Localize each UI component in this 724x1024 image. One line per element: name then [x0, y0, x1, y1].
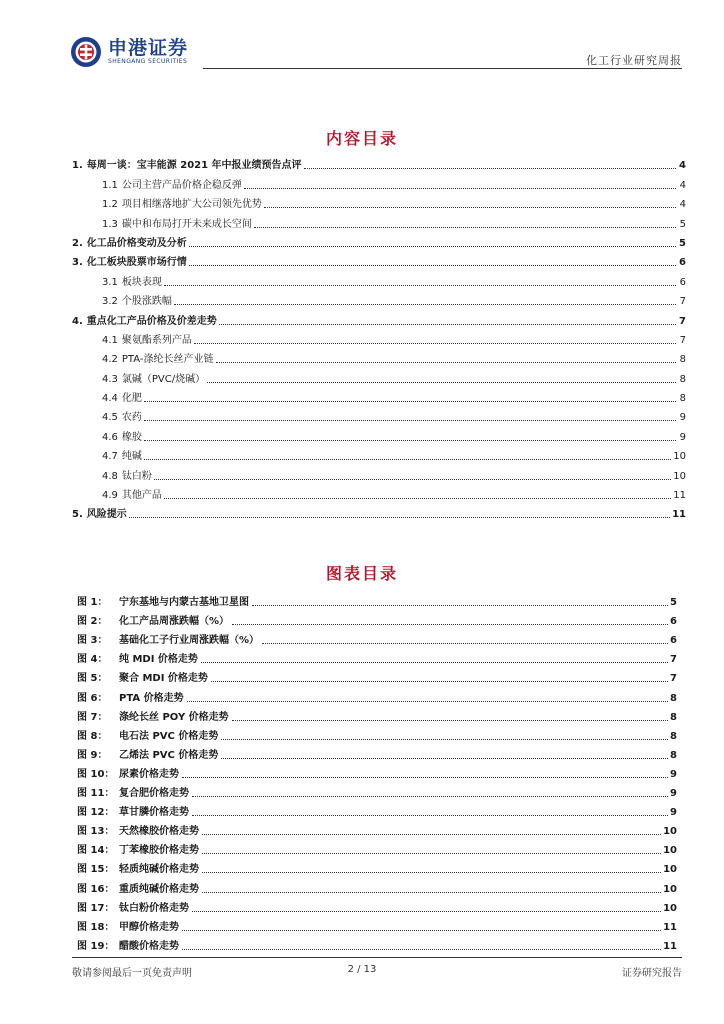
figure-entry[interactable] — [77, 685, 677, 704]
figure-entry[interactable] — [77, 800, 677, 819]
figure-leader-dots — [262, 642, 668, 644]
toc-entry-page: 9 — [679, 412, 686, 424]
figure-leader-dots — [187, 700, 668, 702]
toc-entry-label: 其他产品 — [121, 490, 162, 502]
figure-entry-number: 图 10： — [77, 768, 115, 780]
toc-entry-number: 5. — [72, 509, 83, 521]
figure-entry-label: PTA 价格走势 — [119, 692, 184, 704]
figure-leader-dots — [202, 852, 661, 854]
toc-entry-page: 8 — [679, 373, 686, 385]
figure-entry-label: 轻质纯碱价格走势 — [119, 864, 199, 876]
toc-entry[interactable] — [72, 347, 686, 366]
figure-entry-page: 6 — [670, 635, 677, 647]
toc-entry-label: 纯碱 — [121, 451, 142, 463]
figure-entry-page: 10 — [663, 845, 677, 857]
figure-entry-page: 7 — [670, 673, 677, 685]
toc-entry-page: 4 — [679, 160, 686, 172]
toc-entry-label: 重点化工产品价格及价差走势 — [86, 315, 217, 327]
toc-entry-page: 5 — [679, 218, 686, 230]
figure-leader-dots — [202, 833, 661, 835]
toc-entry-number: 1.3 — [102, 218, 118, 230]
toc-entry-label: 每周一谈：宝丰能源 2021 年中报业绩预告点评 — [86, 160, 302, 172]
header-divider — [203, 68, 682, 69]
figure-entry-page: 9 — [670, 768, 677, 780]
figure-entry-number: 图 19： — [77, 940, 115, 952]
figure-entry-label: 重质纯碱价格走势 — [119, 883, 199, 895]
figure-entry-label: 复合肥价格走势 — [119, 788, 189, 800]
figure-entry[interactable] — [77, 857, 677, 876]
figure-entry[interactable] — [77, 628, 677, 647]
toc-entry-number: 4.4 — [102, 393, 118, 405]
toc-title: 内容目录 — [325, 129, 398, 148]
toc-entry-page: 6 — [679, 276, 686, 288]
toc-entry-label: 钛白粉 — [121, 470, 152, 482]
figure-entry-label: 涤纶长丝 POY 价格走势 — [119, 711, 229, 723]
toc-entry-number: 4. — [72, 315, 83, 327]
toc-entry[interactable] — [72, 444, 686, 463]
toc-leader-dots — [207, 381, 676, 383]
toc-entry-label: 个股涨跌幅 — [121, 296, 172, 308]
figure-leader-dots — [232, 719, 668, 721]
toc-leader-dots — [194, 342, 676, 344]
figure-entry[interactable] — [77, 743, 677, 762]
toc-entry-page: 9 — [679, 431, 686, 443]
figure-entry-page: 11 — [663, 921, 677, 933]
figure-leader-dots — [192, 910, 661, 912]
toc-leader-dots — [244, 187, 676, 189]
toc-entry-label: 聚氨酯系列产品 — [121, 334, 192, 346]
figure-entry-number: 图 14： — [77, 845, 115, 857]
logo-emblem-icon — [70, 36, 102, 68]
figure-entry-label: 尿素价格走势 — [119, 768, 179, 780]
toc-entry-page: 7 — [679, 334, 686, 346]
figure-leader-dots — [201, 661, 668, 663]
toc-entry-label: 化工品价格变动及分析 — [86, 237, 187, 249]
toc-entry[interactable] — [72, 192, 686, 211]
toc-entry[interactable] — [72, 502, 686, 521]
figure-entry-label: 钛白粉价格走势 — [119, 902, 189, 914]
toc-entry-number: 4.2 — [102, 354, 118, 366]
figure-entry-label: 宁东基地与内蒙古基地卫星图 — [119, 597, 249, 609]
figure-entry-number: 图 12： — [77, 807, 115, 819]
figure-entry[interactable] — [77, 666, 677, 685]
figure-entry[interactable] — [77, 896, 677, 915]
toc-entry-label: 碳中和布局打开未来成长空间 — [121, 218, 252, 230]
toc-entry-page: 8 — [679, 354, 686, 366]
figure-entry-page: 10 — [663, 826, 677, 838]
toc-entry[interactable] — [72, 153, 686, 172]
toc-entry[interactable] — [72, 483, 686, 502]
toc-entry[interactable] — [72, 289, 686, 308]
figure-entry-number: 图 17： — [77, 902, 115, 914]
figure-entry-number: 图 2： — [77, 616, 108, 628]
toc-entry[interactable] — [72, 424, 686, 443]
figure-entry[interactable] — [77, 762, 677, 781]
toc-leader-dots — [189, 245, 676, 247]
toc-entry-number: 4.3 — [102, 373, 118, 385]
toc-entry-number: 1.1 — [102, 179, 118, 191]
figure-entry-label: 化工产品周涨跌幅（%） — [119, 616, 230, 628]
toc-entry[interactable] — [72, 463, 686, 482]
toc-entry-number: 2. — [72, 237, 83, 249]
figure-entry-page: 8 — [670, 749, 677, 761]
toc-leader-dots — [129, 516, 670, 518]
toc-leader-dots — [164, 284, 676, 286]
figure-leader-dots — [182, 776, 668, 778]
figure-entry-label: 草甘膦价格走势 — [119, 807, 189, 819]
toc-leader-dots — [304, 167, 676, 169]
figures-list — [77, 590, 677, 953]
figure-entry-label: 电石法 PVC 价格走势 — [119, 730, 219, 742]
figure-entry-page: 9 — [670, 788, 677, 800]
figure-entry-number: 图 16： — [77, 883, 115, 895]
figure-entry[interactable] — [77, 724, 677, 743]
toc-leader-dots — [144, 400, 676, 402]
toc-entry-number: 4.5 — [102, 412, 118, 424]
figure-entry-number: 图 3： — [77, 635, 108, 647]
toc-entry[interactable] — [72, 250, 686, 269]
toc-entry-label: 公司主营产品价格企稳反弹 — [121, 179, 242, 191]
figure-leader-dots — [211, 680, 668, 682]
figure-entry[interactable] — [77, 705, 677, 724]
figure-entry-page: 6 — [670, 616, 677, 628]
toc-entry-page: 8 — [679, 393, 686, 405]
toc-entry-label: 风险提示 — [86, 509, 127, 521]
figure-entry-number: 图 18： — [77, 921, 115, 933]
footer-report-label: 证券研究报告 — [622, 968, 682, 979]
toc-entry-number: 1.2 — [102, 199, 118, 211]
figure-entry-number: 图 6： — [77, 692, 108, 704]
toc-entry-label: PTA-涤纶长丝产业链 — [121, 354, 214, 366]
toc-entry-number: 4.1 — [102, 334, 118, 346]
figure-leader-dots — [202, 871, 661, 873]
figure-entry-number: 图 4： — [77, 654, 108, 666]
toc-entry[interactable] — [72, 308, 686, 327]
figure-entry-page: 8 — [670, 730, 677, 742]
figure-leader-dots — [252, 604, 668, 606]
brand-logo — [70, 36, 188, 68]
figure-entry[interactable] — [77, 609, 677, 628]
toc-entry-label: 项目相继落地扩大公司领先优势 — [121, 199, 262, 211]
toc-leader-dots — [219, 323, 676, 325]
figure-entry[interactable] — [77, 590, 677, 609]
figure-entry-page: 10 — [663, 902, 677, 914]
toc-entry-label: 氯碱（PVC/烧碱） — [121, 373, 206, 385]
toc-entry-number: 3.2 — [102, 296, 118, 308]
toc-entry-page: 5 — [679, 237, 686, 249]
toc-leader-dots — [189, 264, 676, 266]
toc-leader-dots — [164, 497, 671, 499]
toc-leader-dots — [174, 303, 676, 305]
toc-entry[interactable] — [72, 211, 686, 230]
toc-entry-page: 4 — [679, 199, 686, 211]
figure-entry[interactable] — [77, 876, 677, 895]
toc-entry-number: 3. — [72, 257, 83, 269]
figures-title: 图表目录 — [325, 564, 398, 583]
logo-name-cn: 申港证券 — [108, 37, 189, 59]
toc-entry-label: 板块表现 — [121, 276, 162, 288]
toc-entry-page: 10 — [673, 470, 686, 482]
figure-entry-page: 11 — [663, 940, 677, 952]
toc-entry[interactable] — [72, 172, 686, 191]
figure-entry-label: 天然橡胶价格走势 — [119, 826, 199, 838]
toc-leader-dots — [216, 361, 677, 363]
figure-entry-page: 8 — [670, 692, 677, 704]
figure-entry[interactable] — [77, 934, 677, 953]
figure-entry-label: 醋酸价格走势 — [119, 940, 179, 952]
figure-entry-label: 基础化工子行业周涨跌幅（%） — [119, 635, 260, 647]
figure-entry-page: 9 — [670, 807, 677, 819]
toc-leader-dots — [254, 226, 676, 228]
figure-entry-label: 甲醇价格走势 — [119, 921, 179, 933]
page-indicator: 2 / 13 — [347, 964, 377, 975]
figure-leader-dots — [192, 795, 668, 797]
toc-entry[interactable] — [72, 328, 686, 347]
figure-entry[interactable] — [77, 781, 677, 800]
logo-name-en: SHENGANG SECURITIES — [108, 58, 188, 65]
figure-entry-number: 图 8： — [77, 730, 108, 742]
figure-leader-dots — [221, 757, 668, 759]
toc-entry-label: 农药 — [121, 412, 142, 424]
toc-entry-page: 6 — [679, 257, 686, 269]
figure-leader-dots — [232, 623, 668, 625]
toc-entry-number: 1. — [72, 160, 83, 172]
figure-entry-label: 乙烯法 PVC 价格走势 — [119, 749, 219, 761]
figure-entry[interactable] — [77, 819, 677, 838]
figure-entry-number: 图 5： — [77, 673, 108, 685]
figure-entry-page: 8 — [670, 711, 677, 723]
figure-leader-dots — [202, 891, 661, 893]
figure-entry-page: 5 — [670, 597, 677, 609]
toc-entry-number: 4.9 — [102, 490, 118, 502]
footer-disclaimer: 敬请参阅最后一页免责声明 — [72, 968, 192, 979]
toc-entry[interactable] — [72, 269, 686, 288]
toc-entry-number: 3.1 — [102, 276, 118, 288]
toc-entry-page: 11 — [673, 490, 686, 502]
toc-entry-label: 化工板块股票市场行情 — [86, 257, 187, 269]
toc-leader-dots — [144, 458, 671, 460]
toc-entry[interactable] — [72, 386, 686, 405]
toc-list — [72, 153, 686, 521]
report-type-label: 化工行业研究周报 — [586, 54, 682, 67]
figure-entry-number: 图 7： — [77, 711, 108, 723]
figure-leader-dots — [182, 948, 661, 950]
toc-leader-dots — [264, 206, 676, 208]
figure-leader-dots — [192, 814, 668, 816]
toc-entry-page: 10 — [673, 451, 686, 463]
footer-divider — [72, 957, 682, 958]
figure-entry-number: 图 9： — [77, 749, 108, 761]
figure-entry-label: 丁苯橡胶价格走势 — [119, 845, 199, 857]
figure-entry-label: 聚合 MDI 价格走势 — [119, 673, 208, 685]
figure-entry-page: 10 — [663, 883, 677, 895]
figure-entry[interactable] — [77, 838, 677, 857]
toc-leader-dots — [144, 419, 676, 421]
figure-entry-page: 7 — [670, 654, 677, 666]
figure-entry-number: 图 15： — [77, 864, 115, 876]
toc-leader-dots — [154, 478, 671, 480]
toc-entry-label: 化肥 — [121, 393, 142, 405]
toc-entry[interactable] — [72, 231, 686, 250]
figure-entry-page: 10 — [663, 864, 677, 876]
toc-entry-page: 7 — [679, 315, 686, 327]
toc-entry-page: 11 — [672, 509, 686, 521]
figure-entry[interactable] — [77, 647, 677, 666]
toc-leader-dots — [144, 439, 676, 441]
toc-entry-page: 4 — [679, 179, 686, 191]
toc-entry-number: 4.8 — [102, 470, 118, 482]
toc-entry[interactable] — [72, 366, 686, 385]
figure-entry-number: 图 13： — [77, 826, 115, 838]
figure-leader-dots — [221, 738, 668, 740]
toc-entry-label: 橡胶 — [121, 431, 142, 443]
toc-entry-number: 4.6 — [102, 431, 118, 443]
figure-entry-label: 纯 MDI 价格走势 — [119, 654, 198, 666]
figure-entry-number: 图 11： — [77, 788, 115, 800]
figure-entry[interactable] — [77, 915, 677, 934]
figure-entry-number: 图 1： — [77, 597, 108, 609]
figure-leader-dots — [182, 929, 661, 931]
toc-entry-number: 4.7 — [102, 451, 118, 463]
toc-entry[interactable] — [72, 405, 686, 424]
toc-entry-page: 7 — [679, 296, 686, 308]
